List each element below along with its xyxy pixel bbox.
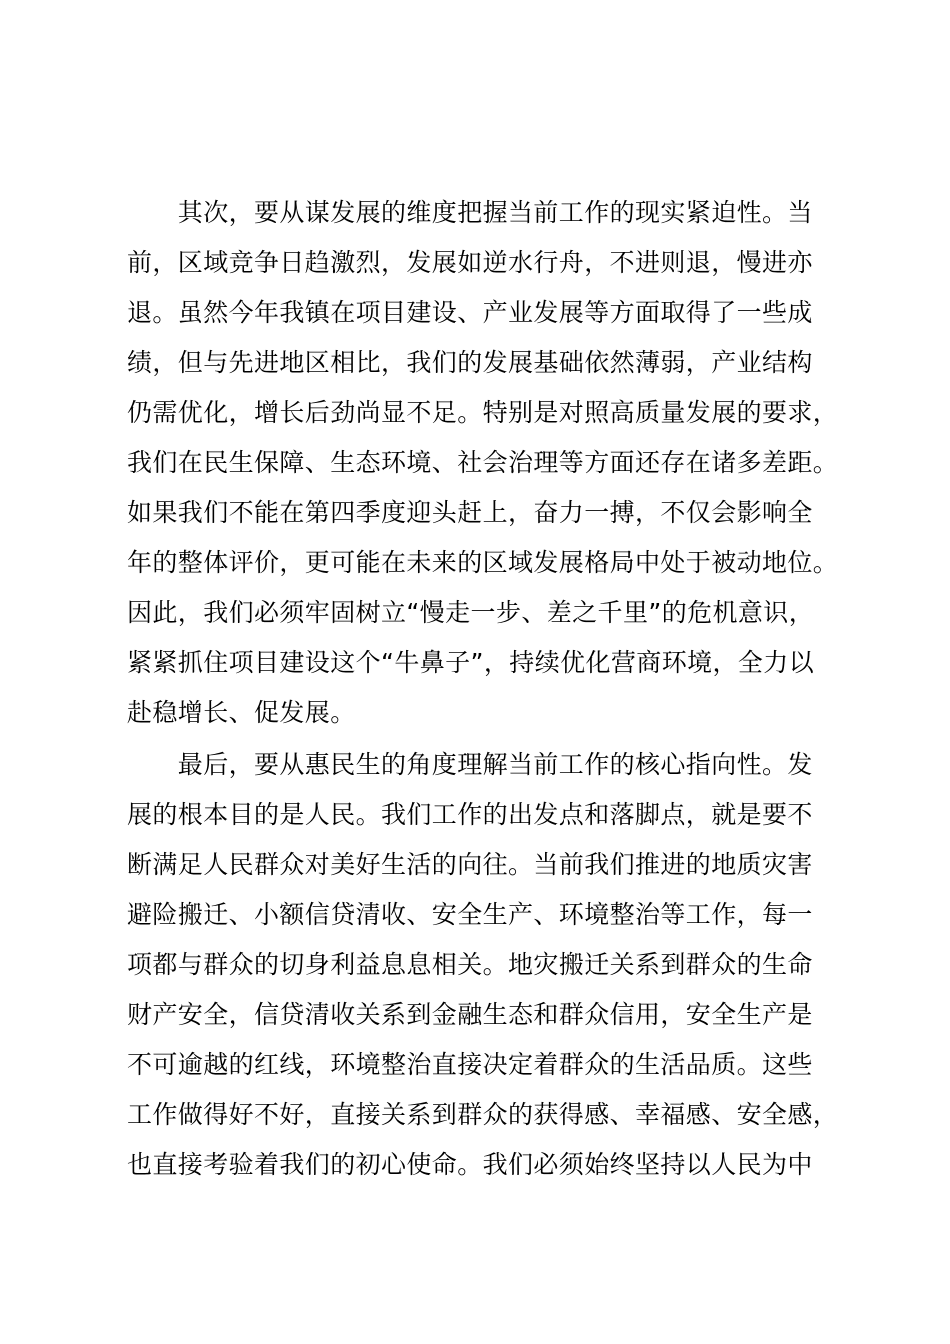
document-body <box>127 188 839 1190</box>
text-line: 绩，但与先进地区相比，我们的发展基础依然薄弱，产业结构 <box>127 348 813 377</box>
text-line: 其次，要从谋发展的维度把握当前工作的现实紧迫性。当 <box>127 198 813 227</box>
text-line: 紧紧抓住项目建设这个“牛鼻子”，持续优化营商环境，全力以 <box>127 648 815 677</box>
text-line: 前，区域竞争日趋激烈，发展如逆水行舟，不进则退，慢进亦 <box>127 248 813 277</box>
text-line: 最后，要从惠民生的角度理解当前工作的核心指向性。发 <box>127 750 813 779</box>
text-line: 项都与群众的切身利益息息相关。地灾搬迁关系到群众的生命 <box>127 950 813 979</box>
text-line: 展的根本目的是人民。我们工作的出发点和落脚点，就是要不 <box>127 800 813 829</box>
text-line: 不可逾越的红线，环境整治直接决定着群众的生活品质。这些 <box>127 1050 813 1079</box>
text-line: 也直接考验着我们的初心使命。我们必须始终坚持以人民为中 <box>127 1150 813 1179</box>
text-line: 因此，我们必须牢固树立“慢走一步、差之千里”的危机意识， <box>127 598 815 627</box>
text-line: 赴稳增长、促发展。 <box>127 698 356 727</box>
text-line: 断满足人民群众对美好生活的向往。当前我们推进的地质灾害 <box>127 850 813 879</box>
paragraph-development-urgency <box>127 188 839 738</box>
text-line: 年的整体评价，更可能在未来的区域发展格局中处于被动地位。 <box>127 548 839 577</box>
text-line: 财产安全，信贷清收关系到金融生态和群众信用，安全生产是 <box>127 1000 813 1029</box>
text-line: 避险搬迁、小额信贷清收、安全生产、环境整治等工作，每一 <box>127 900 813 929</box>
text-line: 仍需优化，增长后劲尚显不足。特别是对照高质量发展的要求， <box>127 398 839 427</box>
text-line: 工作做得好不好，直接关系到群众的获得感、幸福感、安全感， <box>127 1100 839 1129</box>
text-line: 我们在民生保障、生态环境、社会治理等方面还存在诸多差距。 <box>127 448 839 477</box>
paragraph-livelihood-focus <box>127 740 839 1190</box>
text-line: 退。虽然今年我镇在项目建设、产业发展等方面取得了一些成 <box>127 298 813 327</box>
text-line: 如果我们不能在第四季度迎头赶上，奋力一搏，不仅会影响全 <box>127 498 813 527</box>
